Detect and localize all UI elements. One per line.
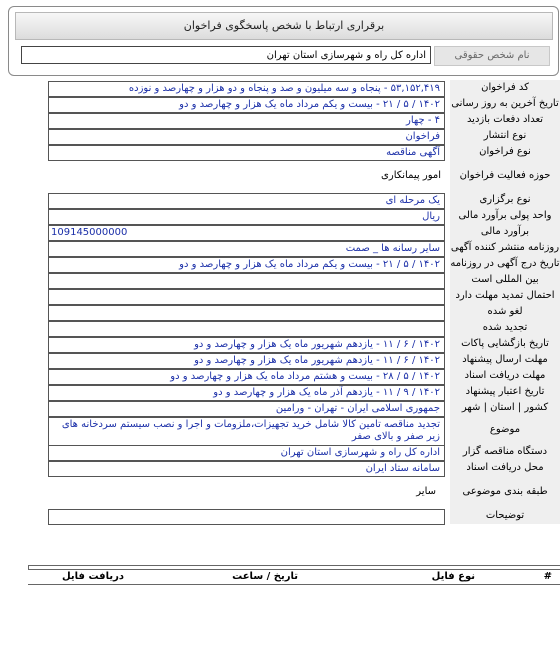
field-label: بین المللی است [450,272,560,288]
row-extension [0,288,560,304]
field-label: تاریخ اعتبار پیشنهاد [450,384,560,400]
field-label: واحد پولی برآورد مالی [450,208,560,224]
row-last-update [0,96,560,112]
row-activity-area [0,160,560,192]
row-renewed [0,320,560,336]
field-label: مهلت دریافت اسناد [450,368,560,384]
field-label: کد فراخوان [450,80,560,96]
field-value [48,321,445,337]
field-label: محل دریافت اسناد [450,460,560,476]
row-tender-type [0,144,560,160]
row-estimate [0,224,560,240]
panel-title: برقراری ارتباط با شخص پاسخگوی فراخوان [15,12,553,40]
row-international [0,272,560,288]
field-value: تجدید مناقصه تامین کالا شامل خرید تجهیزات،ملزومات و اجرا و نصب سیستم سردخانه های زیر صفر و بالای صفر [48,417,445,446]
field-label: نوع فراخوان [450,144,560,160]
field-value: فراخوان [48,129,445,145]
col-file-type: نوع فایل [431,571,475,582]
field-value [48,289,445,305]
field-value [48,273,445,289]
col-download: دریافت فایل [62,571,124,582]
row-docs-deadline [0,368,560,384]
field-label: طبقه بندی موضوعی [450,476,560,508]
col-number: # [543,571,552,582]
field-label: لغو شده [450,304,560,320]
field-label: توضیحات [450,508,560,524]
field-label: مهلت ارسال پیشنهاد [450,352,560,368]
row-location [0,400,560,416]
field-value: امور پیمانکاری [381,170,441,181]
field-value: ۱۴۰۲ / ۵ / ۲۸ - بیست و هشتم مرداد ماه یک هزار و چهارصد و دو [48,369,445,385]
field-value: ۱۴۰۲ / ۵ / ۲۱ - بیست و یکم مرداد ماه یک هزار و چهارصد و دو [48,257,445,273]
row-currency [0,208,560,224]
row-bid-validity [0,384,560,400]
row-opening-date [0,336,560,352]
contact-panel [8,6,559,76]
row-organizer [0,444,560,460]
row-cancelled [0,304,560,320]
field-value: سایر رسانه ها _ صمت [48,241,445,257]
field-label: تاریخ درج آگهی در روزنامه [450,256,560,272]
field-label: تاریخ بازگشایی پاکات [450,336,560,352]
field-label: موضوع [450,416,560,444]
field-value: اداره کل راه و شهرسازی استان تهران [48,445,445,461]
field-label: روزنامه منتشر کننده آگهی [450,240,560,256]
field-value: 109145000000 [48,225,445,241]
tender-details [0,80,560,524]
row-holding-type [0,192,560,208]
row-newspaper [0,240,560,256]
field-value: ۱۴۰۲ / ۵ / ۲۱ - بیست و یکم مرداد ماه یک هزار و چهارصد و دو [48,97,445,113]
field-value: ۱۴۰۲ / ۶ / ۱۱ - یازدهم شهریور ماه یک هزار و چهارصد و دو [48,337,445,353]
field-value: یک مرحله ای [48,193,445,209]
field-value: آگهی مناقصه [48,145,445,161]
files-table-header [28,569,560,585]
row-bid-deadline [0,352,560,368]
field-value: جمهوری اسلامی ایران - تهران - ورامین [48,401,445,417]
field-value: ۱۴۰۲ / ۶ / ۱۱ - یازدهم شهریور ماه یک هزار و چهارصد و دو [48,353,445,369]
legal-entity-label: نام شخص حقوقی [434,46,550,66]
row-visit-count [0,112,560,128]
field-value: ریال [48,209,445,225]
field-label: احتمال تمدید مهلت دارد [450,288,560,304]
field-label: نوع انتشار [450,128,560,144]
col-date-time: تاریخ / ساعت [232,571,298,582]
row-category [0,476,560,508]
field-value: ۵۳,۱۵۲,۴۱۹ - پنجاه و سه میلیون و صد و پنجاه و دو هزار و چهارصد و نوزده [48,81,445,97]
field-value: سامانه ستاد ایران [48,461,445,477]
field-label: دستگاه مناقصه گزار [450,444,560,460]
legal-entity-value: اداره کل راه و شهرسازی استان تهران [21,46,431,64]
field-value [48,509,445,525]
field-value: ۱۴۰۲ / ۹ / ۱۱ - یازدهم آذر ماه یک هزار و چهارصد و دو [48,385,445,401]
row-publish-type [0,128,560,144]
field-label: تجدید شده [450,320,560,336]
field-value: سایر [416,486,436,497]
field-value [48,305,445,321]
field-label: برآورد مالی [450,224,560,240]
row-newspaper-date [0,256,560,272]
field-label: تعداد دفعات بازدید [450,112,560,128]
row-subject [0,416,560,444]
row-docs-location [0,460,560,476]
field-value: ۴ - چهار [48,113,445,129]
field-label: کشور | استان | شهر [450,400,560,416]
row-tender-code [0,80,560,96]
field-label: نوع برگزاری [450,192,560,208]
field-label: تاریخ آخرین به روز رسانی [450,96,560,112]
row-description [0,508,560,524]
field-label: حوزه فعالیت فراخوان [450,160,560,192]
